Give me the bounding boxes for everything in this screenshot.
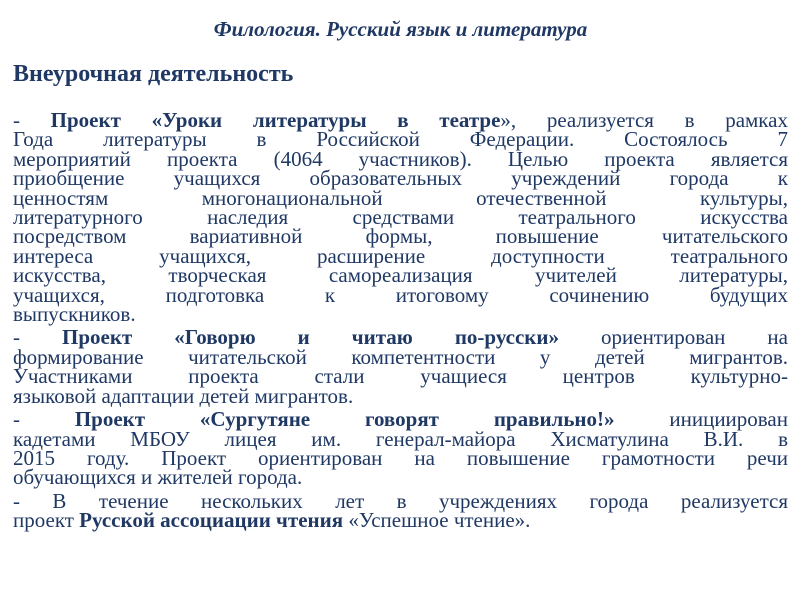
text-run: языковой адаптации детей мигрантов. (13, 383, 354, 408)
page-title: Филология. Русский язык и литература (213, 17, 588, 41)
paragraph (13, 108, 789, 327)
text-run: », реализуется в рамках (500, 108, 789, 132)
text-run: - (13, 407, 75, 432)
text-line (13, 302, 788, 327)
text-run: Участниками проекта стали учащиеся центров культурно- (13, 364, 788, 389)
text-run: литературного наследия средствами театрального искусства (13, 205, 788, 230)
text-run: - (13, 108, 51, 132)
text-line (13, 465, 788, 490)
text-run: - (13, 325, 62, 350)
text-run: искусства, творческая самореализация учителей литературы, (13, 263, 788, 288)
text-run: Года литературы в Российской Федерации. Состоялось 7 (13, 127, 788, 152)
paragraph (13, 325, 788, 408)
text-run: проект (13, 508, 80, 533)
paragraph (13, 407, 788, 490)
text-line (13, 383, 788, 408)
bold-text-run: Проект «Уроки литературы в театре (50, 108, 501, 132)
text-run: «Успешное чтение». (343, 508, 531, 533)
text-run: ориентирован на (559, 325, 788, 350)
text-run: инициирован (614, 407, 788, 432)
text-line (13, 508, 788, 533)
text-run: обучающихся и жителей города. (13, 465, 303, 490)
bold-text-run: Русской ассоциации чтения (79, 508, 344, 533)
text-run: - В течение нескольких лет в учреждениях города реализуется (13, 488, 788, 513)
text-run: приобщение учащихся образовательных учреждений города к (13, 166, 788, 191)
text-run: мероприятий проекта (4064 участников). Целью проекта является (13, 146, 788, 171)
text-run: кадетами МБОУ лицея им. генерал-майора Хисматулина В.И. в (13, 426, 788, 451)
text-run: посредством вариативной формы, повышение читательского (13, 224, 788, 249)
text-run: формирование читательской компетентности у детей мигрантов. (13, 344, 788, 369)
body-text (13, 108, 789, 533)
text-run: учащихся, подготовка к итоговому сочинению будущих (13, 282, 788, 307)
bold-text-run: Проект «Сургутяне говорят правильно!» (74, 407, 615, 432)
paragraph (13, 488, 788, 533)
section-heading: Внеурочная деятельность (13, 61, 294, 87)
text-run: ценностям многонациональной отечественной культуры, (13, 185, 788, 210)
text-run: интереса учащихся, расширение доступности театрального (13, 243, 788, 268)
text-run: 2015 году. Проект ориентирован на повышение грамотности речи (13, 445, 788, 470)
bold-text-run: Проект «Говорю и читаю по-русски» (62, 325, 560, 350)
text-run: выпускников. (13, 302, 136, 327)
